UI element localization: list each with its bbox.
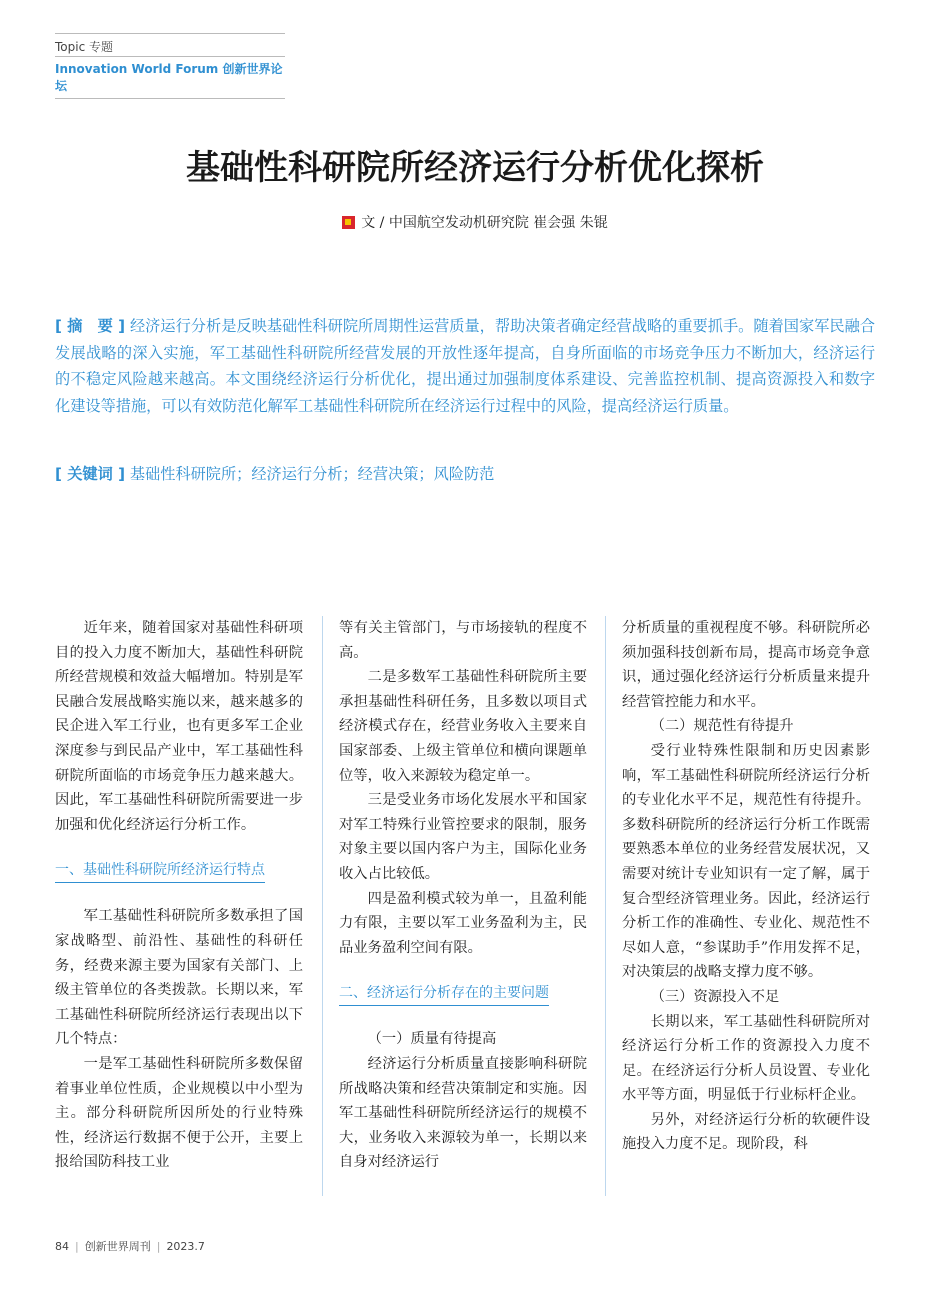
column-3 bbox=[622, 616, 870, 1157]
paragraph: 一是军工基础性科研院所多数保留着事业单位性质，企业规模以中小型为主。部分科研院所因所处的行业特殊性，经济运行数据不便于公开，主要上报给国防科技工业 bbox=[55, 1055, 303, 1171]
page-number: 84 bbox=[55, 1240, 69, 1253]
keywords-label: [ 关键词 ] bbox=[55, 465, 126, 483]
paragraph: 长期以来，军工基础性科研院所对经济运行分析工作的资源投入力度不足。在经济运行分析人员设置、专业化水平等方面，明显低于行业标杆企业。 bbox=[622, 1013, 870, 1104]
topic-label: Topic 专题 bbox=[55, 33, 285, 56]
subheading: （三）资源投入不足 bbox=[650, 988, 780, 1005]
author-icon bbox=[342, 216, 355, 229]
abstract-text: 经济运行分析是反映基础性科研院所周期性运营质量，帮助决策者确定经营战略的重要抓手。随着国家军民融合发展战略的深入实施，军工基础性科研院所经营发展的开放性逐年提高，自身所面临的市场竞争压力不断加大，经济运行的不稳定风险越来越高。本文围绕经济运行分析优化，提出通过加强制度体系建设、完善监控机制、提高资源投入和数字化建设等措施，可以有效防范化解军工基础性科研院所在经济运行过程中的风险，提高经济运行质量。 bbox=[55, 317, 876, 415]
column-divider bbox=[322, 616, 323, 1196]
paragraph: 二是多数军工基础性科研院所主要承担基础性科研任务，且多数以项目式经济模式存在，经营业务收入主要来自国家部委、上级主管单位和横向课题单位等，收入来源较为稳定单一。 bbox=[339, 669, 587, 784]
abstract bbox=[55, 313, 875, 419]
paragraph: 经济运行分析质量直接影响科研院所战略决策和经营决策制定和实施。因军工基础性科研院所经济运行的规模不大，业务收入来源较为单一，长期以来自身对经济运行 bbox=[339, 1055, 587, 1171]
subheading: （二）规范性有待提升 bbox=[650, 718, 794, 735]
running-header bbox=[55, 33, 285, 99]
column-divider bbox=[605, 616, 606, 1196]
paragraph: 受行业特殊性限制和历史因素影响，军工基础性科研院所经济运行分析的专业化水平不足，规范性有待提升。多数科研院所的经济运行分析工作既需要熟悉本单位的业务经营发展状况，又需要对统计专业知识有一定了解，属于复合型经济管理业务。因此，经济运行分析工作的准确性、专业化、规范性不尽如人意，“参谋助手”作用发挥不足，对决策层的战略支撑力度不够。 bbox=[622, 742, 870, 981]
byline bbox=[0, 212, 950, 232]
section-heading-1: 一、基础性科研院所经济运行特点 bbox=[55, 858, 265, 883]
section-heading-2: 二、经济运行分析存在的主要问题 bbox=[339, 981, 549, 1006]
journal-name: 创新世界周刊 bbox=[84, 1240, 151, 1253]
keywords-text: 基础性科研院所；经济运行分析；经营决策；风险防范 bbox=[129, 465, 495, 483]
paragraph: 近年来，随着国家对基础性科研项目的投入力度不断加大，基础性科研院所经营规模和效益大幅增加。特别是军民融合发展战略实施以来，越来越多的民企进入军工行业，也有更多军工企业深度参与到民品产业中，军工基础性科研院所面临的市场竞争压力越来越大。因此，军工基础性科研院所需要进一步加强和优化经济运行分析工作。 bbox=[55, 620, 303, 833]
page-footer: 84 | 创新世界周刊 | 2023.7 bbox=[55, 1240, 205, 1253]
issue-date: 2023.7 bbox=[166, 1240, 205, 1253]
article-title: 基础性科研院所经济运行分析优化探析 bbox=[186, 148, 764, 188]
paragraph: 军工基础性科研院所多数承担了国家战略型、前沿性、基础性的科研任务，经费来源主要为国家有关部门、上级主管单位的各类拨款。长期以来，军工基础性科研院所经济运行表现出以下几个特点： bbox=[55, 908, 303, 1048]
abstract-label: [ 摘 要 ] bbox=[55, 317, 126, 335]
keywords bbox=[55, 461, 875, 487]
paragraph: 另外，对经济运行分析的软硬件设施投入力度不足。现阶段，科 bbox=[622, 1111, 870, 1153]
column-1 bbox=[55, 616, 303, 1175]
byline-text: 文 / 中国航空发动机研究院 崔会强 朱锟 bbox=[361, 215, 608, 231]
subheading: （一）质量有待提高 bbox=[367, 1031, 497, 1048]
paragraph: 等有关主管部门，与市场接轨的程度不高。 bbox=[339, 620, 587, 661]
column-2 bbox=[339, 616, 587, 1175]
paragraph: 分析质量的重视程度不够。科研院所必须加强科技创新布局，提高市场竞争意识，通过强化经济运行分析质量来提升经营管控能力和水平。 bbox=[622, 620, 870, 710]
paragraph: 四是盈利模式较为单一，且盈利能力有限，主要以军工业务盈利为主，民品业务盈利空间有限。 bbox=[339, 890, 587, 956]
section-label: Innovation World Forum 创新世界论坛 bbox=[55, 56, 285, 99]
paragraph: 三是受业务市场化发展水平和国家对军工特殊行业管控要求的限制，服务对象主要以国内客户为主，国际化业务收入占比较低。 bbox=[339, 792, 587, 882]
